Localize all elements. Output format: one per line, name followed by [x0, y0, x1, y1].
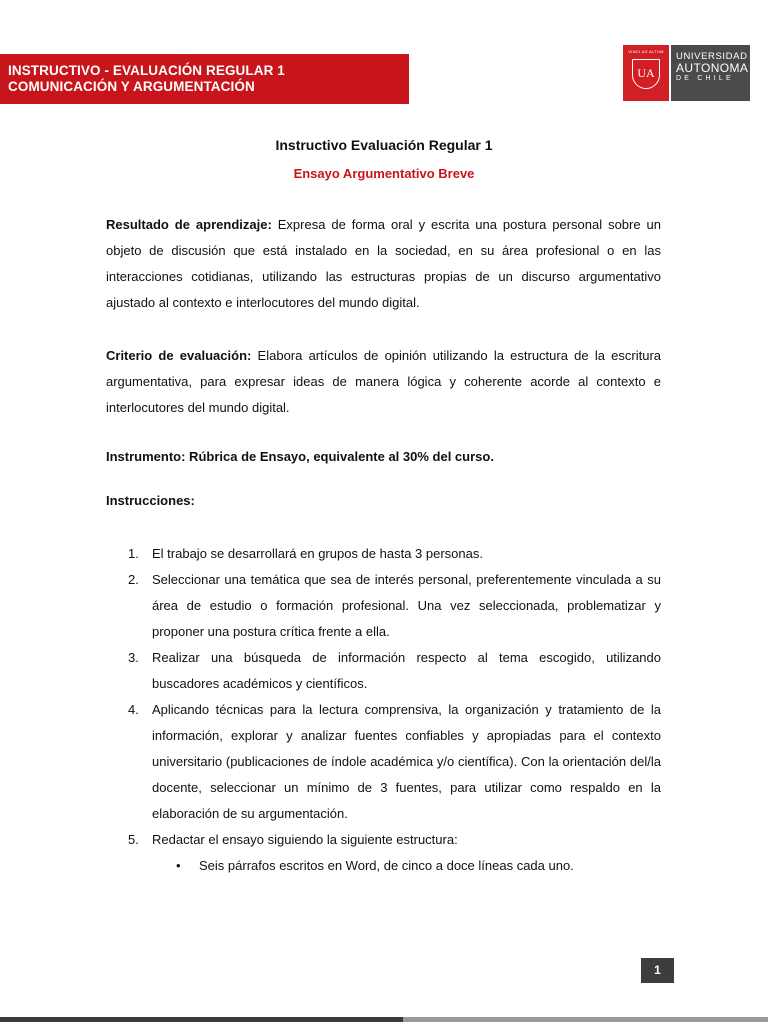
shield-icon: UA	[632, 59, 660, 89]
logo-motto: VINCI AD ALTUM	[628, 49, 664, 54]
list-item-text: Seleccionar una temática que sea de interés personal, preferentemente vinculada a su área de estudio o formación profesional. Una vez seleccionada, problematizar y proponer una postura crítica frente a ella.	[152, 572, 661, 639]
instrumento-line: Instrumento: Rúbrica de Ensayo, equivalente al 30% del curso.	[106, 449, 494, 464]
instrucciones-heading: Instrucciones:	[106, 493, 195, 508]
resultado-text: Expresa de forma oral y escrita una postura personal sobre un objeto de discusión que está instalado en la sociedad, en su área profesional o en las interacciones cotidianas, utilizando las estructuras propias de un discurso argumentativo ajustado al contexto e interlocutores del mundo digital.	[106, 217, 661, 310]
document-title: Instructivo Evaluación Regular 1	[275, 137, 493, 153]
bullet-icon: •	[176, 858, 181, 873]
header-line-1: INSTRUCTIVO - EVALUACIÓN REGULAR 1	[8, 63, 285, 78]
criterio-text: Elabora artículos de opinión utilizando la estructura de la escritura argumentativa, para expresar ideas de manera lógica y coherente acorde al contexto e interlocutores del mundo digital.	[106, 348, 661, 415]
list-item-number: 1.	[128, 546, 139, 561]
logo-word-2: AUTONOMA	[676, 61, 749, 75]
list-item	[106, 645, 661, 697]
list-item	[106, 541, 661, 567]
list-item-text: El trabajo se desarrollará en grupos de hasta 3 personas.	[152, 546, 483, 561]
list-item-number: 3.	[128, 650, 139, 665]
criterio-label: Criterio de evaluación:	[106, 348, 252, 363]
university-logo	[623, 45, 750, 101]
header-line-2: COMUNICACIÓN Y ARGUMENTACIÓN	[8, 79, 255, 94]
list-item	[106, 567, 661, 645]
footer-bar-dark	[0, 1017, 403, 1022]
resultado-paragraph	[106, 212, 661, 316]
footer-bar-light	[403, 1017, 768, 1022]
resultado-label: Resultado de aprendizaje:	[106, 217, 272, 232]
list-item	[106, 697, 661, 827]
instructions-list	[106, 541, 661, 879]
list-item-text: Aplicando técnicas para la lectura comprensiva, la organización y tratamiento de la información, explorar y analizar fuentes confiables y apropiadas para el contexto universitario (publicaciones de índole académica y/o científica). Con la orientación del/la docente, seleccionar un mínimo de 3 fuentes, para utilizar como respaldo en la elaboración de su argumentación.	[152, 702, 661, 821]
page-number: 1	[641, 958, 674, 983]
logo-word-1: UNIVERSIDAD	[676, 51, 748, 62]
bullet-item	[106, 853, 661, 879]
list-item-text: Realizar una búsqueda de información respecto al tema escogido, utilizando buscadores académicos y científicos.	[152, 650, 661, 691]
bullet-text: Seis párrafos escritos en Word, de cinco a doce líneas cada uno.	[199, 858, 574, 873]
document-subtitle: Ensayo Argumentativo Breve	[293, 166, 475, 181]
list-item-number: 4.	[128, 702, 139, 717]
logo-word-3: DE CHILE	[676, 75, 734, 82]
logo-wordmark	[671, 45, 750, 101]
criterio-paragraph	[106, 343, 661, 421]
list-item-text: Redactar el ensayo siguiendo la siguiente estructura:	[152, 832, 458, 847]
list-item-number: 5.	[128, 832, 139, 847]
logo-emblem	[623, 45, 669, 101]
list-item-number: 2.	[128, 572, 139, 587]
header-band	[0, 54, 409, 104]
list-item	[106, 827, 661, 853]
